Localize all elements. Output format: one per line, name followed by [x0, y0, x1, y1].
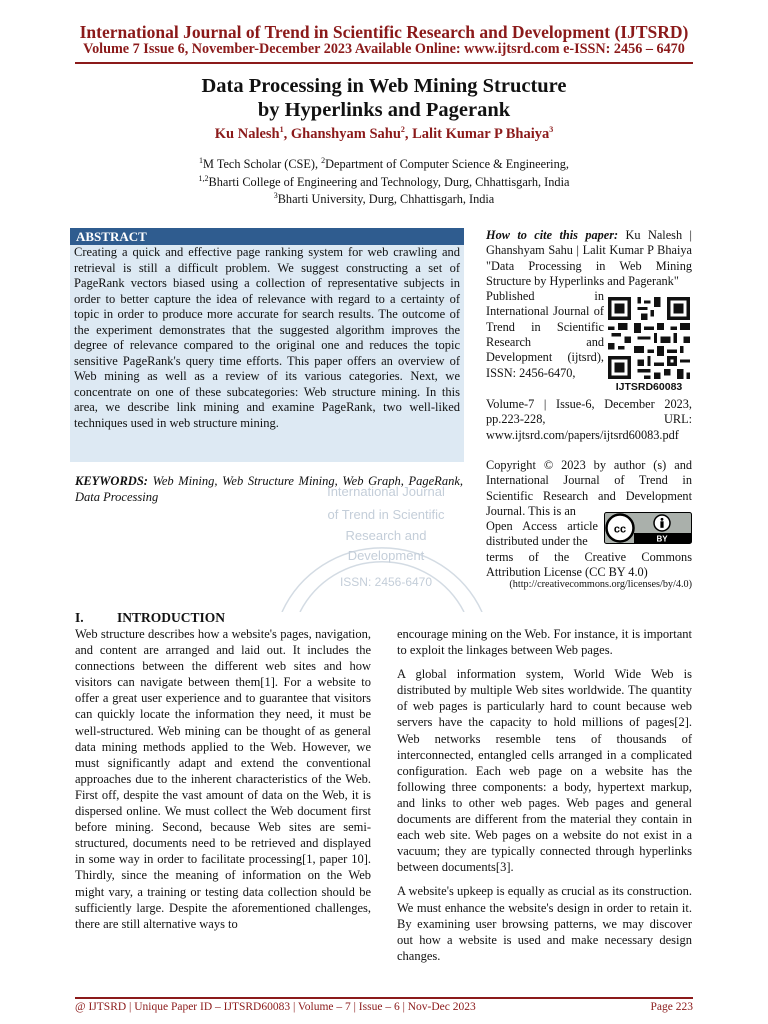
citation-label: How to cite this paper: [486, 228, 619, 242]
keywords [75, 474, 463, 505]
watermark-line: Development [347, 548, 425, 563]
affil-sup: 1,2 [198, 173, 209, 183]
body-column-left [75, 626, 371, 932]
svg-text:cc: cc [613, 523, 627, 536]
body-paragraph: Web structure describes how a website's pages, navigation, and content are arranged and laid out. It includes the connections between the different web sites and how visitors can navigate between them[1]. For a website to offer a great user experience and to guarantee that visitors can quickly locate the information they need, it must be well-structured. Web mining can be thought of as general data mining methods applied to the Web. However, we must significantly adapt and extend the conventional approaches due to the inherent characteristics of the Web. First off, despite the vast amount of data on the Web, it is dispersed online. We must collect the Web document first before mining. Second, because Web sites are semi-structured, documents need to be retrieved and displayed in some way in order to facilitate processing[1, paper 10]. Thirdly, since the meaning of information on the Web might vary, a training or testing data collection should be sufficiently large. Despite the aforementioned challenges, there are still alternative ways to [75, 627, 371, 931]
watermark-line: of Trend in Scientific [327, 507, 445, 522]
author-sup: 2 [400, 125, 405, 135]
page-footer [75, 1001, 693, 1013]
author-list: Ku Nalesh$^1$, Ghanshyam Sahu$^2$, Lalit Kumar P Bhaiya$^3$ [214, 125, 554, 142]
keywords-label: KEYWORDS: [75, 474, 148, 488]
affiliation-2 [0, 175, 768, 190]
body-column-right [397, 626, 692, 972]
citation-text: Ku Nalesh | Ghanshyam Sahu | Lalit Kumar P Bhaiya "Data Processing in Web Mining Structure by Hyperlinks and Pagerank" [486, 228, 692, 288]
affil-sup: 1 [199, 155, 204, 165]
affil-text: M Tech Scholar (CSE), [203, 157, 322, 171]
license-url[interactable]: (http://creativecommons.org/licenses/by/4.0) [509, 579, 692, 590]
paper-title [0, 74, 768, 122]
qr-code-icon[interactable] [608, 297, 690, 379]
header-divider [75, 62, 693, 64]
citation-volume: Volume-7 | Issue-6, December 2023, pp.223-228, URL: www.ijtsrd.com/papers/ijtsrd60083.pdf [486, 397, 692, 442]
section-heading [75, 610, 225, 626]
watermark-issn: ISSN: 2456-6470 [339, 575, 433, 589]
affil-sup: 3 [273, 190, 278, 200]
journal-name: International Journal of Trend in Scientific Research and Development (IJTSRD) [79, 22, 689, 42]
author-name: Ghanshyam Sahu [290, 126, 401, 142]
author-sup: 1 [279, 125, 284, 135]
affil-sup: 2 [321, 155, 326, 165]
affil-text: Department of Computer Science & Engineering, [325, 157, 569, 171]
body-paragraph: encourage mining on the Web. For instance, it is important to exploit the linkages between Web pages. [397, 627, 692, 658]
cc-badge-text: BY [656, 534, 668, 544]
qr-code-label: IJTSRD60083 [615, 381, 683, 393]
abstract-text: Creating a quick and effective page ranking system for web crawling and retrieval is still a difficult problem. We suggest constructing a set of PageRank vectors biased using a collection of representative subjects in order to better capture the idea of relevance with regard to a certainty of topic in order to produce more accurate for search results. The outcome of the experiment demonstrates that the suggested algorithm improves the degree of relevance compared to the original one and reduces the topic sensitive PageRank's query time efforts. This paper offers an overview of Web mining as well as a review of its various categories. Next, we concentrate on one of these subcategories: Web structure mining. In this area, we describe link mining and examine PageRank, two well-liked techniques used in web structure mining. [74, 245, 460, 430]
copyright-text: Copyright © 2023 by author (s) and International Journal of Trend in Scientific Research and Development Journal. This is an [486, 458, 692, 518]
copyright-open-access: Open Access article distributed under the [486, 519, 598, 549]
body-paragraph: A website's upkeep is equally as crucial as its construction. We must enhance the website's design in order to retain it. By examining user browsing patterns, we may discover out how a website is used and make necessary design changes. [397, 884, 692, 963]
footer-text: @ IJTSRD | Unique Paper ID – IJTSRD60083 | Volume – 7 | Issue – 6 | Nov-Dec 2023 [75, 1001, 476, 1013]
citation-published: Published in International Journal of Trend in Scientific Research and Development (ijtsrd), ISSN: 2456-6470, [486, 289, 604, 380]
affiliation-3 [0, 192, 768, 207]
volume-line: Volume 7 Issue 6, November-December 2023 Available Online: www.ijtsrd.com e-ISSN: 2456 – 6470 [83, 41, 685, 57]
title-line-1: Data Processing in Web Mining Structure [201, 75, 567, 97]
page-number: Page 223 [650, 1001, 693, 1013]
affiliation-1 [0, 157, 768, 172]
watermark-line: Research and [345, 528, 427, 543]
author-name: Ku Nalesh [214, 126, 280, 142]
body-paragraph: A global information system, World Wide Web is distributed by multiple Web sites worldwide. The quantity of web pages is particularly hard to count because web servers have the capacity to hold millions of pages[2]. Web networks resemble tens of thousands of interconnected, entangled cells arranged in a complicated configuration. Each web page on a website has the following three components: a body, hypertext markup, and links to other web pages. Web pages and general documents are different from the material they contain in each web site. Web pages on a website do not exist in a vacuum; they are typically connected through hyperlinks between documents[3]. [397, 667, 692, 875]
author-sup: 3 [549, 125, 554, 135]
affil-text: Bharti College of Engineering and Technology, Durg, Chhattisgarh, India [208, 175, 570, 189]
title-line-2: by Hyperlinks and Pagerank [257, 99, 511, 121]
watermark-line: International Journal [327, 484, 445, 499]
affil-text: Bharti University, Durg, Chhattisgarh, India [277, 192, 495, 206]
section-title: INTRODUCTION [117, 610, 226, 625]
author-name: Lalit Kumar P Bhaiya [412, 126, 550, 142]
footer-divider [75, 997, 693, 999]
cc-by-license-icon[interactable] [604, 512, 692, 544]
keywords-text: Web Mining, Web Structure Mining, Web Graph, PageRank, Data Processing [75, 474, 463, 504]
copyright-license: terms of the Creative Commons Attribution License (CC BY 4.0) [486, 549, 692, 580]
abstract-heading: ABSTRACT [70, 228, 464, 245]
section-number: I. [75, 610, 84, 625]
